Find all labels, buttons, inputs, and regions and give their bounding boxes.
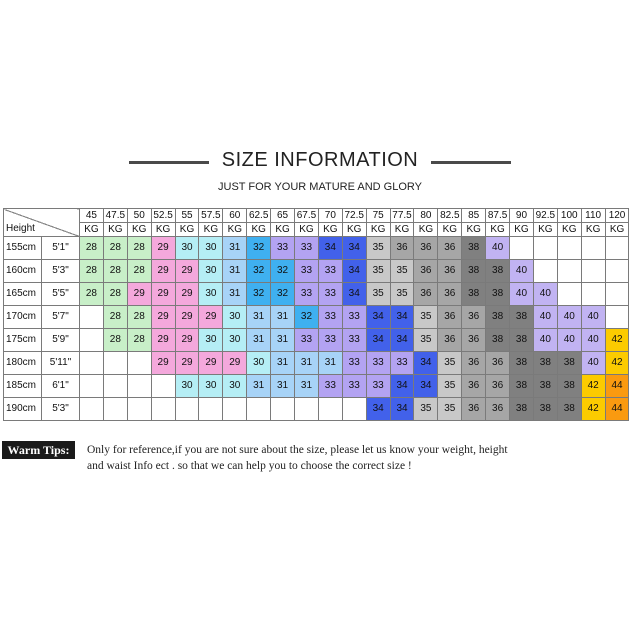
height-cm: 185cm bbox=[4, 375, 42, 398]
size-cell: 40 bbox=[581, 329, 605, 352]
size-cell: 29 bbox=[175, 329, 199, 352]
size-cell: 36 bbox=[486, 375, 510, 398]
size-cell: 42 bbox=[581, 398, 605, 421]
size-table bbox=[3, 208, 629, 421]
weight-unit: KG bbox=[557, 223, 581, 237]
size-cell: 29 bbox=[175, 260, 199, 283]
size-cell: 28 bbox=[103, 306, 127, 329]
empty-cell bbox=[271, 398, 295, 421]
weight-unit: KG bbox=[414, 223, 438, 237]
size-row bbox=[4, 398, 629, 421]
size-cell: 38 bbox=[510, 329, 534, 352]
weight-unit: KG bbox=[486, 223, 510, 237]
empty-cell bbox=[342, 398, 366, 421]
size-cell: 35 bbox=[414, 306, 438, 329]
size-cell: 38 bbox=[533, 398, 557, 421]
empty-cell bbox=[199, 398, 223, 421]
size-cell: 32 bbox=[247, 260, 271, 283]
size-cell: 31 bbox=[223, 260, 247, 283]
height-cm: 180cm bbox=[4, 352, 42, 375]
empty-cell bbox=[151, 398, 175, 421]
size-cell: 36 bbox=[438, 283, 462, 306]
empty-cell bbox=[103, 398, 127, 421]
weight-unit: KG bbox=[581, 223, 605, 237]
size-cell: 30 bbox=[247, 352, 271, 375]
empty-cell bbox=[223, 398, 247, 421]
empty-cell bbox=[533, 237, 557, 260]
size-cell: 42 bbox=[581, 375, 605, 398]
size-cell: 44 bbox=[605, 398, 629, 421]
height-ft: 5'11" bbox=[42, 352, 80, 375]
size-cell: 36 bbox=[486, 398, 510, 421]
size-cell: 40 bbox=[557, 306, 581, 329]
title-rule-right bbox=[431, 161, 511, 164]
size-cell: 33 bbox=[295, 283, 319, 306]
size-cell: 40 bbox=[533, 283, 557, 306]
size-cell: 33 bbox=[390, 352, 414, 375]
size-cell: 36 bbox=[414, 260, 438, 283]
size-cell: 34 bbox=[366, 329, 390, 352]
size-cell: 28 bbox=[80, 260, 104, 283]
size-cell: 35 bbox=[366, 260, 390, 283]
weight-header: 75 bbox=[366, 209, 390, 223]
size-cell: 38 bbox=[486, 306, 510, 329]
size-cell: 31 bbox=[295, 375, 319, 398]
size-cell: 30 bbox=[199, 283, 223, 306]
size-cell: 29 bbox=[151, 306, 175, 329]
size-cell: 34 bbox=[390, 375, 414, 398]
size-cell: 38 bbox=[462, 283, 486, 306]
size-cell: 38 bbox=[533, 375, 557, 398]
size-cell: 36 bbox=[462, 375, 486, 398]
size-cell: 44 bbox=[605, 375, 629, 398]
size-cell: 29 bbox=[199, 306, 223, 329]
size-cell: 36 bbox=[438, 260, 462, 283]
size-cell: 33 bbox=[295, 329, 319, 352]
weight-header: 65 bbox=[271, 209, 295, 223]
size-cell: 33 bbox=[271, 237, 295, 260]
size-cell: 34 bbox=[390, 329, 414, 352]
size-cell: 35 bbox=[390, 283, 414, 306]
size-row bbox=[4, 260, 629, 283]
size-cell: 38 bbox=[533, 352, 557, 375]
size-cell: 38 bbox=[462, 237, 486, 260]
weight-unit: KG bbox=[366, 223, 390, 237]
empty-cell bbox=[605, 237, 629, 260]
weight-unit: KG bbox=[175, 223, 199, 237]
size-cell: 28 bbox=[103, 283, 127, 306]
size-cell: 38 bbox=[557, 352, 581, 375]
size-cell: 28 bbox=[103, 237, 127, 260]
weight-unit: KG bbox=[342, 223, 366, 237]
size-cell: 32 bbox=[295, 306, 319, 329]
size-cell: 38 bbox=[557, 375, 581, 398]
size-cell: 38 bbox=[557, 398, 581, 421]
size-cell: 30 bbox=[223, 306, 247, 329]
height-ft: 5'1" bbox=[42, 237, 80, 260]
weight-unit: KG bbox=[510, 223, 534, 237]
empty-cell bbox=[510, 237, 534, 260]
height-weight-corner bbox=[4, 209, 80, 237]
size-row bbox=[4, 375, 629, 398]
size-cell: 30 bbox=[199, 329, 223, 352]
empty-cell bbox=[247, 398, 271, 421]
empty-cell bbox=[103, 375, 127, 398]
empty-cell bbox=[318, 398, 342, 421]
weight-header-row bbox=[4, 209, 629, 223]
size-cell: 40 bbox=[510, 283, 534, 306]
size-cell: 40 bbox=[581, 352, 605, 375]
size-cell: 31 bbox=[271, 375, 295, 398]
empty-cell bbox=[581, 260, 605, 283]
page-title: SIZE INFORMATION bbox=[221, 149, 419, 171]
height-ft: 5'3" bbox=[42, 398, 80, 421]
height-cm: 170cm bbox=[4, 306, 42, 329]
size-cell: 32 bbox=[247, 283, 271, 306]
size-cell: 38 bbox=[486, 260, 510, 283]
weight-header: 110 bbox=[581, 209, 605, 223]
size-cell: 34 bbox=[342, 260, 366, 283]
empty-cell bbox=[533, 260, 557, 283]
size-cell: 30 bbox=[223, 375, 247, 398]
weight-header: 80 bbox=[414, 209, 438, 223]
size-cell: 33 bbox=[295, 237, 319, 260]
weight-unit: KG bbox=[533, 223, 557, 237]
weight-unit: KG bbox=[390, 223, 414, 237]
size-cell: 32 bbox=[247, 237, 271, 260]
size-cell: 28 bbox=[103, 260, 127, 283]
weight-unit: KG bbox=[247, 223, 271, 237]
size-cell: 28 bbox=[127, 237, 151, 260]
weight-unit: KG bbox=[223, 223, 247, 237]
warm-tips-label: Warm Tips: bbox=[2, 441, 75, 459]
empty-cell bbox=[127, 352, 151, 375]
size-cell: 33 bbox=[318, 283, 342, 306]
size-cell: 33 bbox=[318, 375, 342, 398]
size-cell: 38 bbox=[462, 260, 486, 283]
empty-cell bbox=[175, 398, 199, 421]
weight-header: 87.5 bbox=[486, 209, 510, 223]
size-cell: 30 bbox=[199, 237, 223, 260]
size-cell: 33 bbox=[342, 352, 366, 375]
size-cell: 31 bbox=[318, 352, 342, 375]
size-cell: 36 bbox=[414, 237, 438, 260]
size-cell: 30 bbox=[199, 375, 223, 398]
empty-cell bbox=[80, 398, 104, 421]
size-cell: 35 bbox=[438, 352, 462, 375]
size-cell: 35 bbox=[414, 329, 438, 352]
empty-cell bbox=[557, 283, 581, 306]
height-ft: 5'9" bbox=[42, 329, 80, 352]
empty-cell bbox=[557, 260, 581, 283]
weight-unit: KG bbox=[80, 223, 104, 237]
empty-cell bbox=[605, 306, 629, 329]
empty-cell bbox=[557, 237, 581, 260]
empty-cell bbox=[605, 260, 629, 283]
size-cell: 29 bbox=[151, 260, 175, 283]
weight-header: 52.5 bbox=[151, 209, 175, 223]
size-row bbox=[4, 352, 629, 375]
size-cell: 40 bbox=[557, 329, 581, 352]
size-cell: 42 bbox=[605, 329, 629, 352]
size-row bbox=[4, 283, 629, 306]
height-cm: 160cm bbox=[4, 260, 42, 283]
empty-cell bbox=[80, 329, 104, 352]
size-cell: 30 bbox=[175, 375, 199, 398]
weight-header: 50 bbox=[127, 209, 151, 223]
weight-header: 72.5 bbox=[342, 209, 366, 223]
size-row bbox=[4, 306, 629, 329]
size-cell: 40 bbox=[510, 260, 534, 283]
size-cell: 30 bbox=[199, 260, 223, 283]
size-cell: 36 bbox=[438, 329, 462, 352]
weight-unit: KG bbox=[438, 223, 462, 237]
size-cell: 36 bbox=[390, 237, 414, 260]
size-cell: 29 bbox=[151, 352, 175, 375]
size-cell: 29 bbox=[199, 352, 223, 375]
size-cell: 33 bbox=[342, 306, 366, 329]
size-cell: 40 bbox=[486, 237, 510, 260]
weight-header: 60 bbox=[223, 209, 247, 223]
height-cm: 175cm bbox=[4, 329, 42, 352]
empty-cell bbox=[581, 237, 605, 260]
size-cell: 31 bbox=[295, 352, 319, 375]
weight-unit: KG bbox=[151, 223, 175, 237]
size-cell: 31 bbox=[247, 375, 271, 398]
weight-header: 70 bbox=[318, 209, 342, 223]
height-cm: 155cm bbox=[4, 237, 42, 260]
size-cell: 35 bbox=[366, 283, 390, 306]
weight-header: 57.5 bbox=[199, 209, 223, 223]
size-cell: 35 bbox=[438, 398, 462, 421]
weight-unit: KG bbox=[318, 223, 342, 237]
size-cell: 30 bbox=[175, 237, 199, 260]
size-cell: 34 bbox=[318, 237, 342, 260]
height-ft: 5'5" bbox=[42, 283, 80, 306]
size-cell: 30 bbox=[223, 329, 247, 352]
size-cell: 33 bbox=[318, 260, 342, 283]
size-cell: 31 bbox=[247, 306, 271, 329]
size-cell: 36 bbox=[438, 306, 462, 329]
size-cell: 42 bbox=[605, 352, 629, 375]
size-cell: 32 bbox=[271, 260, 295, 283]
size-cell: 29 bbox=[175, 352, 199, 375]
size-cell: 34 bbox=[414, 375, 438, 398]
empty-cell bbox=[127, 375, 151, 398]
weight-unit: KG bbox=[605, 223, 629, 237]
size-cell: 38 bbox=[510, 398, 534, 421]
size-cell: 32 bbox=[271, 283, 295, 306]
empty-cell bbox=[103, 352, 127, 375]
weight-unit: KG bbox=[462, 223, 486, 237]
size-cell: 34 bbox=[342, 283, 366, 306]
size-cell: 40 bbox=[581, 306, 605, 329]
size-cell: 31 bbox=[271, 352, 295, 375]
size-cell: 33 bbox=[366, 375, 390, 398]
size-cell: 29 bbox=[127, 283, 151, 306]
size-row bbox=[4, 329, 629, 352]
size-row bbox=[4, 237, 629, 260]
title-bar bbox=[0, 149, 640, 177]
size-cell: 36 bbox=[462, 306, 486, 329]
empty-cell bbox=[80, 375, 104, 398]
warm-tips-text: Only for reference,if you are not sure about the size, please let us know your weight, height and waist Info ect . so that we can help you to choose the correct size ! bbox=[87, 444, 508, 472]
weight-header: 47.5 bbox=[103, 209, 127, 223]
size-cell: 36 bbox=[462, 329, 486, 352]
size-cell: 36 bbox=[414, 283, 438, 306]
size-cell: 29 bbox=[175, 306, 199, 329]
size-cell: 29 bbox=[151, 329, 175, 352]
height-cm: 165cm bbox=[4, 283, 42, 306]
weight-header: 90 bbox=[510, 209, 534, 223]
empty-cell bbox=[581, 283, 605, 306]
size-cell: 34 bbox=[342, 237, 366, 260]
size-cell: 34 bbox=[414, 352, 438, 375]
weight-header: 55 bbox=[175, 209, 199, 223]
size-cell: 35 bbox=[366, 237, 390, 260]
height-ft: 5'3" bbox=[42, 260, 80, 283]
weight-header: 92.5 bbox=[533, 209, 557, 223]
height-ft: 5'7" bbox=[42, 306, 80, 329]
size-cell: 28 bbox=[80, 237, 104, 260]
size-cell: 38 bbox=[486, 283, 510, 306]
size-cell: 31 bbox=[247, 329, 271, 352]
size-cell: 36 bbox=[438, 237, 462, 260]
size-cell: 29 bbox=[151, 237, 175, 260]
weight-unit: KG bbox=[103, 223, 127, 237]
size-cell: 40 bbox=[533, 306, 557, 329]
weight-header: 62.5 bbox=[247, 209, 271, 223]
unit-header-row bbox=[4, 223, 629, 237]
size-cell: 29 bbox=[151, 283, 175, 306]
page-subtitle: JUST FOR YOUR MATURE AND GLORY bbox=[218, 181, 422, 193]
weight-unit: KG bbox=[199, 223, 223, 237]
size-cell: 34 bbox=[390, 306, 414, 329]
weight-header: 45 bbox=[80, 209, 104, 223]
size-cell: 38 bbox=[510, 352, 534, 375]
size-cell: 35 bbox=[414, 398, 438, 421]
weight-header: 120 bbox=[605, 209, 629, 223]
empty-cell bbox=[151, 375, 175, 398]
size-cell: 40 bbox=[533, 329, 557, 352]
size-cell: 31 bbox=[223, 237, 247, 260]
weight-unit: KG bbox=[127, 223, 151, 237]
size-cell: 35 bbox=[438, 375, 462, 398]
empty-cell bbox=[295, 398, 319, 421]
height-ft: 6'1" bbox=[42, 375, 80, 398]
weight-unit: KG bbox=[271, 223, 295, 237]
height-label: Height bbox=[6, 223, 35, 234]
empty-cell bbox=[80, 352, 104, 375]
size-cell: 28 bbox=[127, 306, 151, 329]
size-cell: 28 bbox=[127, 329, 151, 352]
weight-unit: KG bbox=[295, 223, 319, 237]
size-cell: 36 bbox=[486, 352, 510, 375]
size-cell: 33 bbox=[318, 306, 342, 329]
size-cell: 38 bbox=[486, 329, 510, 352]
weight-header: 82.5 bbox=[438, 209, 462, 223]
weight-header: 100 bbox=[557, 209, 581, 223]
weight-header: 77.5 bbox=[390, 209, 414, 223]
empty-cell bbox=[127, 398, 151, 421]
size-cell: 29 bbox=[223, 352, 247, 375]
size-cell: 33 bbox=[342, 329, 366, 352]
size-cell: 36 bbox=[462, 352, 486, 375]
size-cell: 28 bbox=[80, 283, 104, 306]
size-cell: 34 bbox=[366, 306, 390, 329]
size-cell: 31 bbox=[223, 283, 247, 306]
weight-header: 67.5 bbox=[295, 209, 319, 223]
weight-header: 85 bbox=[462, 209, 486, 223]
size-cell: 31 bbox=[271, 329, 295, 352]
size-cell: 33 bbox=[342, 375, 366, 398]
size-cell: 28 bbox=[103, 329, 127, 352]
height-cm: 190cm bbox=[4, 398, 42, 421]
size-cell: 38 bbox=[510, 306, 534, 329]
size-cell: 38 bbox=[510, 375, 534, 398]
size-cell: 33 bbox=[318, 329, 342, 352]
size-cell: 28 bbox=[127, 260, 151, 283]
size-cell: 31 bbox=[271, 306, 295, 329]
size-cell: 29 bbox=[175, 283, 199, 306]
size-cell: 36 bbox=[462, 398, 486, 421]
size-cell: 35 bbox=[390, 260, 414, 283]
size-cell: 33 bbox=[295, 260, 319, 283]
empty-cell bbox=[80, 306, 104, 329]
size-cell: 33 bbox=[366, 352, 390, 375]
size-cell: 34 bbox=[366, 398, 390, 421]
size-cell: 34 bbox=[390, 398, 414, 421]
empty-cell bbox=[605, 283, 629, 306]
